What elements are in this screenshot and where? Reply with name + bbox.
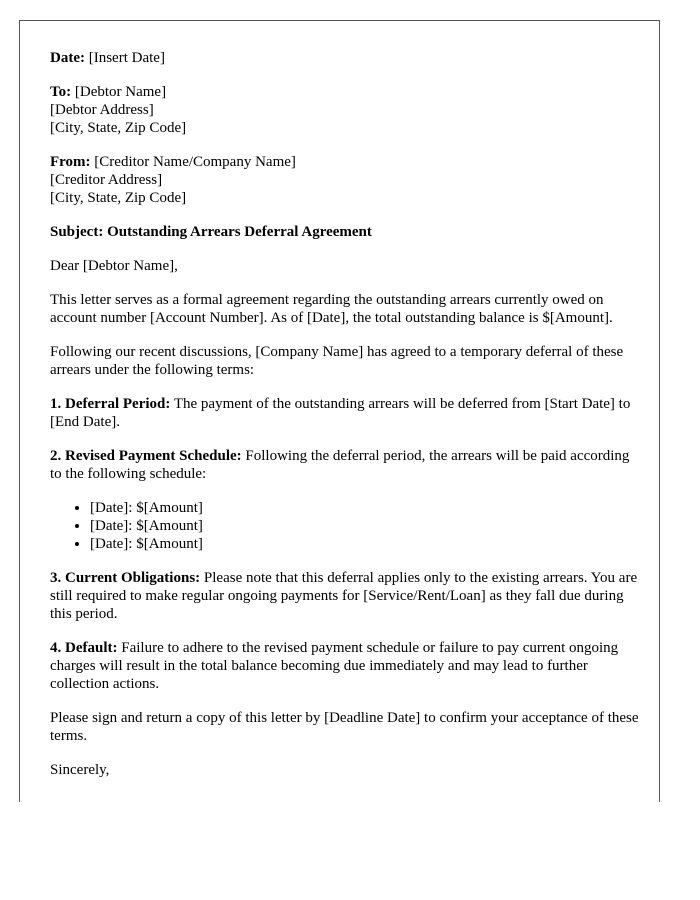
- term-deferral-period: [50, 395, 642, 431]
- payment-schedule-list: [50, 499, 642, 553]
- sender-name-line: [50, 153, 642, 171]
- creditor-city: [City, State, Zip Code]: [50, 190, 187, 206]
- salutation: Dear [Debtor Name],: [50, 258, 178, 274]
- term-current-obligations: [50, 569, 642, 623]
- date-label: Date:: [50, 50, 85, 66]
- term-default: [50, 639, 642, 693]
- term-label: 1. Deferral Period:: [50, 396, 171, 412]
- schedule-item: • [Date]: $[Amount]: [90, 499, 642, 517]
- date-value: [Insert Date]: [84, 50, 165, 66]
- to-label: To:: [50, 84, 72, 100]
- debtor-name: [Debtor Name]: [71, 84, 167, 100]
- schedule-item: • [Date]: $[Amount]: [90, 517, 642, 535]
- from-label: From:: [50, 154, 91, 170]
- term-text: Please note that this deferral applies only to the existing arrears. You are still required to make regular ongoing payments for [Service/Rent/Loan] as they fall due during this period.: [50, 570, 638, 622]
- recipient-block: [50, 83, 642, 137]
- term-text: The payment of the outstanding arrears will be deferred from [Start Date] to [End Date].: [50, 396, 631, 430]
- term-label: 2. Revised Payment Schedule:: [50, 448, 242, 464]
- signoff: Sincerely,: [50, 762, 110, 778]
- closing-instruction: Please sign and return a copy of this letter by [Deadline Date] to confirm your acceptance of these terms.: [50, 710, 639, 744]
- term-label: 4. Default:: [50, 640, 118, 656]
- schedule-item: • [Date]: $[Amount]: [90, 535, 642, 553]
- sender-block: [50, 153, 642, 207]
- recipient-name-line: [50, 83, 642, 101]
- discussion-paragraph: Following our recent discussions, [Company Name] has agreed to a temporary deferral of these arrears under the following terms:: [50, 344, 624, 378]
- debtor-address: [Debtor Address]: [50, 102, 154, 118]
- creditor-address: [Creditor Address]: [50, 172, 163, 188]
- term-label: 3. Current Obligations:: [50, 570, 201, 586]
- letter-page: [19, 20, 660, 802]
- term-revised-schedule: [50, 447, 642, 483]
- term-text: Following the deferral period, the arrears will be paid according to the following schedule:: [50, 448, 630, 482]
- debtor-city: [City, State, Zip Code]: [50, 120, 187, 136]
- letter-body: [50, 49, 642, 795]
- term-text: Failure to adhere to the revised payment schedule or failure to pay current ongoing charges will result in the total balance becoming due immediately and may lead to further collection actions.: [50, 640, 619, 692]
- subject-line: Subject: Outstanding Arrears Deferral Agreement: [50, 224, 372, 240]
- intro-paragraph: This letter serves as a formal agreement regarding the outstanding arrears currently owed on account number [Account Number]. As of [Date], the total outstanding balance is $[Amount].: [50, 292, 613, 326]
- date-line: [50, 49, 642, 67]
- creditor-name: [Creditor Name/Company Name]: [90, 154, 296, 170]
